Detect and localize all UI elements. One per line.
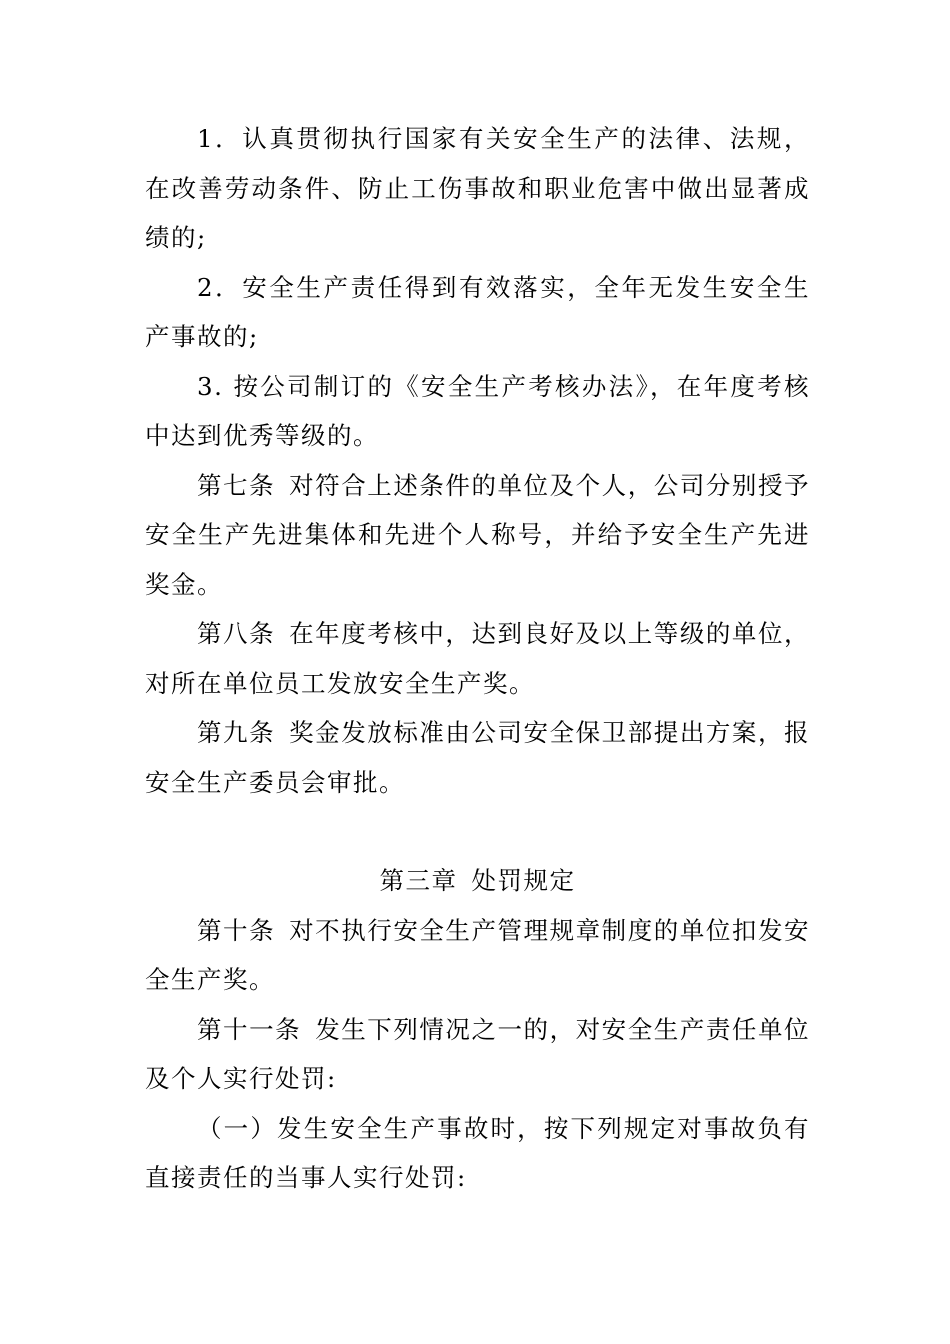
article-10	[145, 906, 810, 1005]
article-11-text: 发生下列情况之一的，对安全生产责任单位及个人实行处罚:	[145, 1014, 811, 1093]
list-item-2: 2．安全生产责任得到有效落实，全年无发生安全生产事故的;	[145, 272, 810, 351]
list-item-1: 1．认真贯彻执行国家有关安全生产的法律、法规，在改善劳动条件、防止工伤事故和职业危害中做出显著成绩的;	[145, 124, 810, 252]
article-8-label: 第八条	[197, 619, 276, 648]
article-9-label: 第九条	[197, 718, 276, 747]
article-7-text: 对符合上述条件的单位及个人，公司分别授予安全生产先进集体和先进个人称号，并给予安全生产先进奖金。	[145, 470, 811, 599]
article-8-text: 在年度考核中，达到良好及以上等级的单位，对所在单位员工发放安全生产奖。	[145, 619, 811, 698]
article-11	[145, 1005, 810, 1104]
article-7	[145, 461, 810, 610]
article-8	[145, 609, 810, 708]
article-10-text: 对不执行安全生产管理规章制度的单位扣发安全生产奖。	[145, 915, 811, 994]
chapter-heading	[145, 856, 810, 906]
sub-item-1: （一）发生安全生产事故时，按下列规定对事故负有直接责任的当事人实行处罚:	[145, 1113, 810, 1192]
chapter-label: 第三章	[379, 866, 458, 895]
document-body	[145, 114, 810, 1203]
article-11-label: 第十一条	[197, 1014, 302, 1044]
chapter-title: 处罚规定	[471, 866, 576, 895]
article-10-label: 第十条	[197, 915, 276, 945]
article-9-text: 奖金发放标准由公司安全保卫部提出方案，报安全生产委员会审批。	[145, 718, 811, 797]
list-item-3: 3. 按公司制订的《安全生产考核办法》，在年度考核中达到优秀等级的。	[145, 371, 810, 450]
article-7-label: 第七条	[197, 470, 276, 500]
article-9	[145, 708, 810, 807]
